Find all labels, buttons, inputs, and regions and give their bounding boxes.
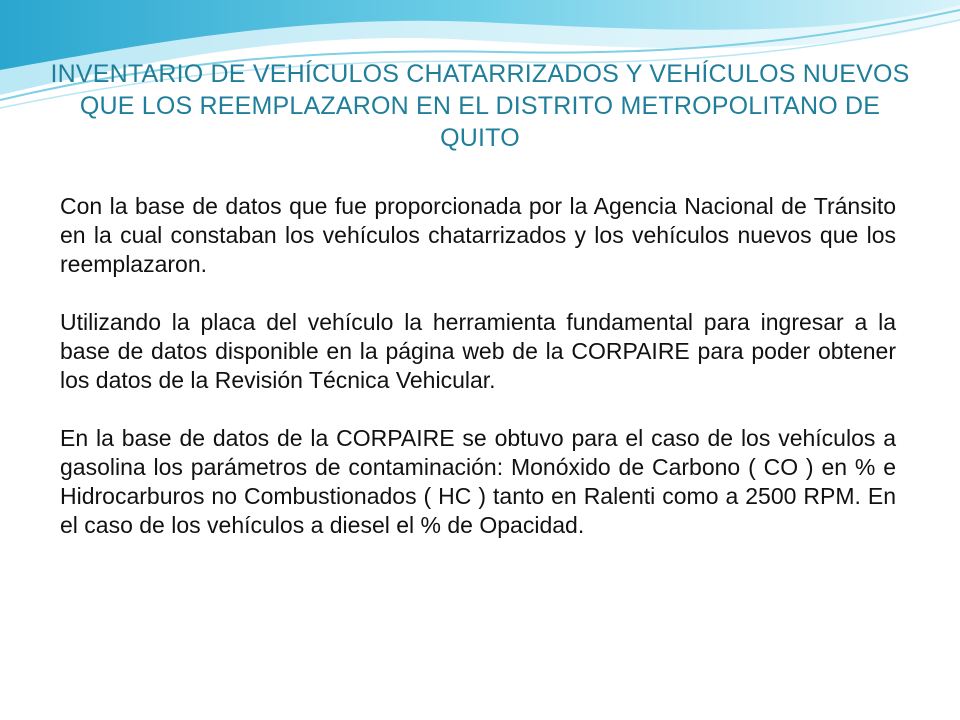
paragraph-plate-lookup: Utilizando la placa del vehículo la herramienta fundamental para ingresar a la base de datos disponible en la página web de la CORPAIRE para poder obtener los datos de la Revisión Técnica Vehicular.	[60, 309, 896, 393]
slide-title: INVENTARIO DE VEHÍCULOS CHATARRIZADOS Y VEHÍCULOS NUEVOS QUE LOS REEMPLAZARON EN EL DISTRITO METROPOLITANO DE QUITO	[50, 60, 910, 152]
paragraph-data-source: Con la base de datos que fue proporcionada por la Agencia Nacional de Tránsito en la cual constaban los vehículos chatarrizados y los vehículos nuevos que los reemplazaron.	[60, 193, 896, 277]
paragraph-contamination-parameters: En la base de datos de la CORPAIRE se obtuvo para el caso de los vehículos a gasolina los parámetros de contaminación: Monóxido de Carbono ( CO ) en % e Hidrocarburos no Combustionados ( HC ) tanto en Ralenti como a 2500 RPM. En el caso de los vehículos a diesel el % de Opacidad.	[60, 425, 896, 538]
slide-body	[60, 192, 896, 569]
